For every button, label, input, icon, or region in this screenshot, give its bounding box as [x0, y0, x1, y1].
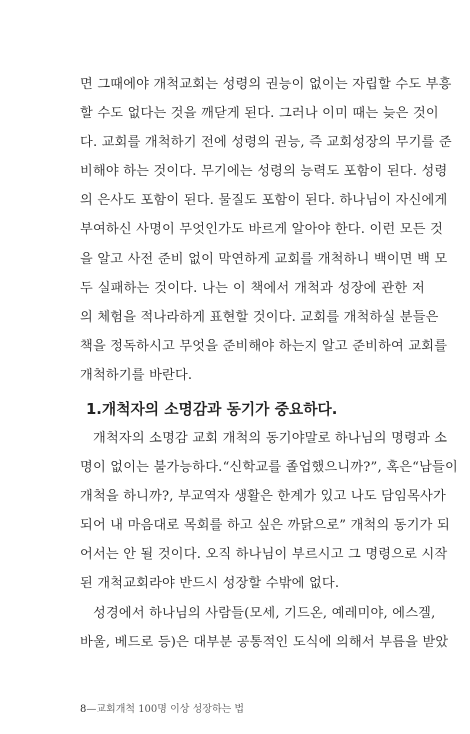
text-line: 되어 내 마음대로 목회를 하고 싶은 까닭으로” 개척의 동기가 되 — [80, 518, 450, 534]
footer-separator: — — [86, 704, 97, 715]
text-line: 부여하신 사명이 무엇인가도 바르게 알아야 한다. 이런 모든 것 — [80, 222, 444, 238]
page-footer — [80, 700, 244, 715]
text-line: 개척자의 소명감 교회 개척의 동기야말로 하나님의 명령과 소 — [93, 431, 448, 446]
text-line: 어서는 안 될 것이다. 오직 하나님이 부르시고 그 명령으로 시작 — [80, 547, 448, 563]
text-line: 된 개척교회라야 반드시 성장할 수밖에 없다. — [80, 576, 340, 592]
running-title: 교회개척 100명 이상 성장하는 법 — [96, 704, 245, 715]
text-line: 다. 교회를 개척하기 전에 성령의 권능, 즉 교회성장의 무기를 준 — [80, 135, 452, 151]
page-number: 8 — [80, 704, 87, 715]
text-line: 개척하기를 바란다. — [80, 367, 193, 383]
text-line: 성경에서 하나님의 사람들(모세, 기드온, 예레미야, 에스겔, — [93, 605, 436, 621]
body-paragraph-2 — [80, 424, 458, 657]
text-line: 의 체험을 적나라하게 표현할 것이다. 교회를 개척하실 분들은 — [80, 309, 439, 325]
section-heading: 1.개척자의 소명감과 동기가 중요하다. — [86, 401, 338, 418]
text-line: 을 알고 사전 준비 없이 막연하게 교회를 개척하니 백이면 백 모 — [80, 251, 448, 267]
text-line: 명이 없이는 불가능하다.“신학교를 졸업했으니까?”, 혹은“남들이 — [80, 460, 458, 476]
text-line: 개척을 하니까?, 부교역자 생활은 한계가 있고 나도 담임목사가 — [80, 489, 446, 505]
text-line: 두 실패하는 것이다. 나는 이 책에서 개척과 성장에 관한 저 — [80, 280, 425, 296]
text-line: 할 수도 없다는 것을 깨닫게 된다. 그러나 이미 때는 늦은 것이 — [80, 106, 439, 122]
text-line: 비해야 하는 것이다. 무기에는 성령의 능력도 포함이 된다. 성령 — [80, 164, 448, 180]
text-line: 책을 정독하시고 무엇을 준비해야 하는지 알고 준비하여 교회를 — [80, 338, 448, 354]
body-paragraph-1 — [80, 70, 452, 390]
text-line: 면 그때에야 개척교회는 성령의 권능이 없이는 자립할 수도 부흥 — [80, 77, 452, 92]
text-line: 의 은사도 포함이 된다. 물질도 포함이 된다. 하나님이 자신에게 — [80, 193, 448, 209]
text-line: 바울, 베드로 등)은 대부분 공통적인 도식에 의해서 부름을 받았 — [80, 634, 449, 650]
